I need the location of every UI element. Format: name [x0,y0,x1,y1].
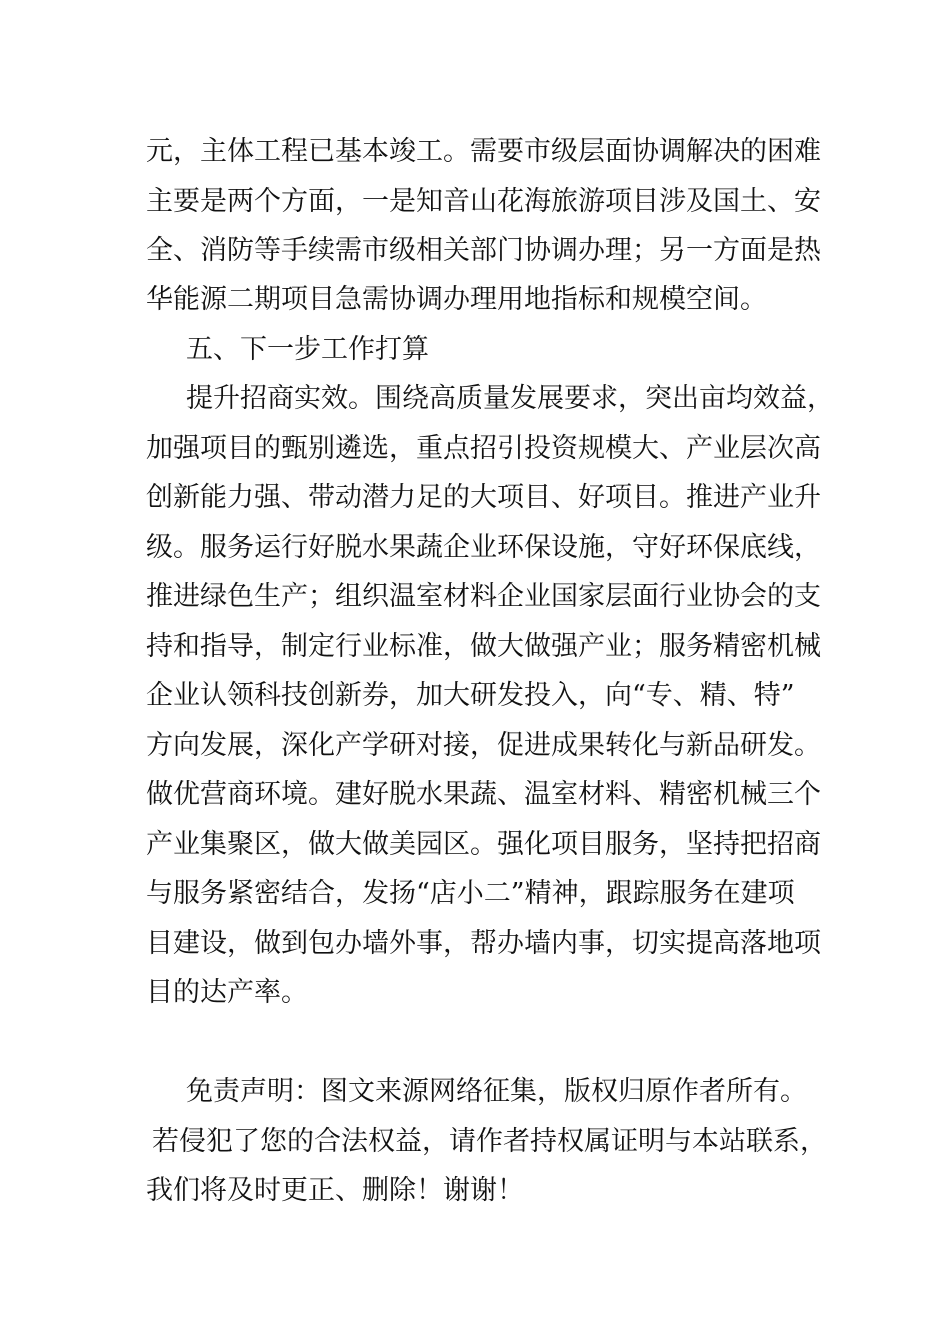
paragraph-line: 目建设，做到包办墙外事，帮办墙内事，切实提高落地项 [146,928,821,959]
disclaimer-line: 我们将及时更正、删除！谢谢！ [146,1175,524,1206]
paragraph-line: 方向发展，深化产学研对接，促进成果转化与新品研发。 [146,730,821,761]
paragraph-line: 元，主体工程已基本竣工。需要市级层面协调解决的困难 [146,136,821,167]
section-heading: 五、下一步工作打算 [186,334,429,365]
paragraph-line: 主要是两个方面，一是知音山花海旅游项目涉及国土、安 [146,186,821,217]
paragraph-line: 全、消防等手续需市级相关部门协调办理；另一方面是热 [146,235,821,266]
paragraph-line: 级。服务运行好脱水果蔬企业环保设施，守好环保底线， [146,532,821,563]
paragraph-line: 推进绿色生产；组织温室材料企业国家层面行业协会的支 [146,581,821,612]
paragraph-line: 与服务紧密结合，发扬“店小二”精神，跟踪服务在建项 [146,878,795,909]
disclaimer-line: 免责声明：图文来源网络征集，版权归原作者所有。 [186,1076,807,1107]
paragraph-line: 创新能力强、带动潜力足的大项目、好项目。推进产业升 [146,482,821,513]
paragraph-line: 提升招商实效。围绕高质量发展要求，突出亩均效益， [186,383,834,414]
paragraph-line: 做优营商环境。建好脱水果蔬、温室材料、精密机械三个 [146,779,821,810]
paragraph-line: 华能源二期项目急需协调办理用地指标和规模空间。 [146,284,767,315]
disclaimer-line: 若侵犯了您的合法权益，请作者持权属证明与本站联系， [152,1126,827,1157]
paragraph-line: 目的达产率。 [146,977,308,1008]
paragraph-line: 加强项目的甄别遴选，重点招引投资规模大、产业层次高 [146,433,821,464]
paragraph-line: 产业集聚区，做大做美园区。强化项目服务，坚持把招商 [146,829,821,860]
paragraph-line: 企业认领科技创新券，加大研发投入，向“专、精、特” [146,680,795,711]
paragraph-line: 持和指导，制定行业标准，做大做强产业；服务精密机械 [146,631,821,662]
